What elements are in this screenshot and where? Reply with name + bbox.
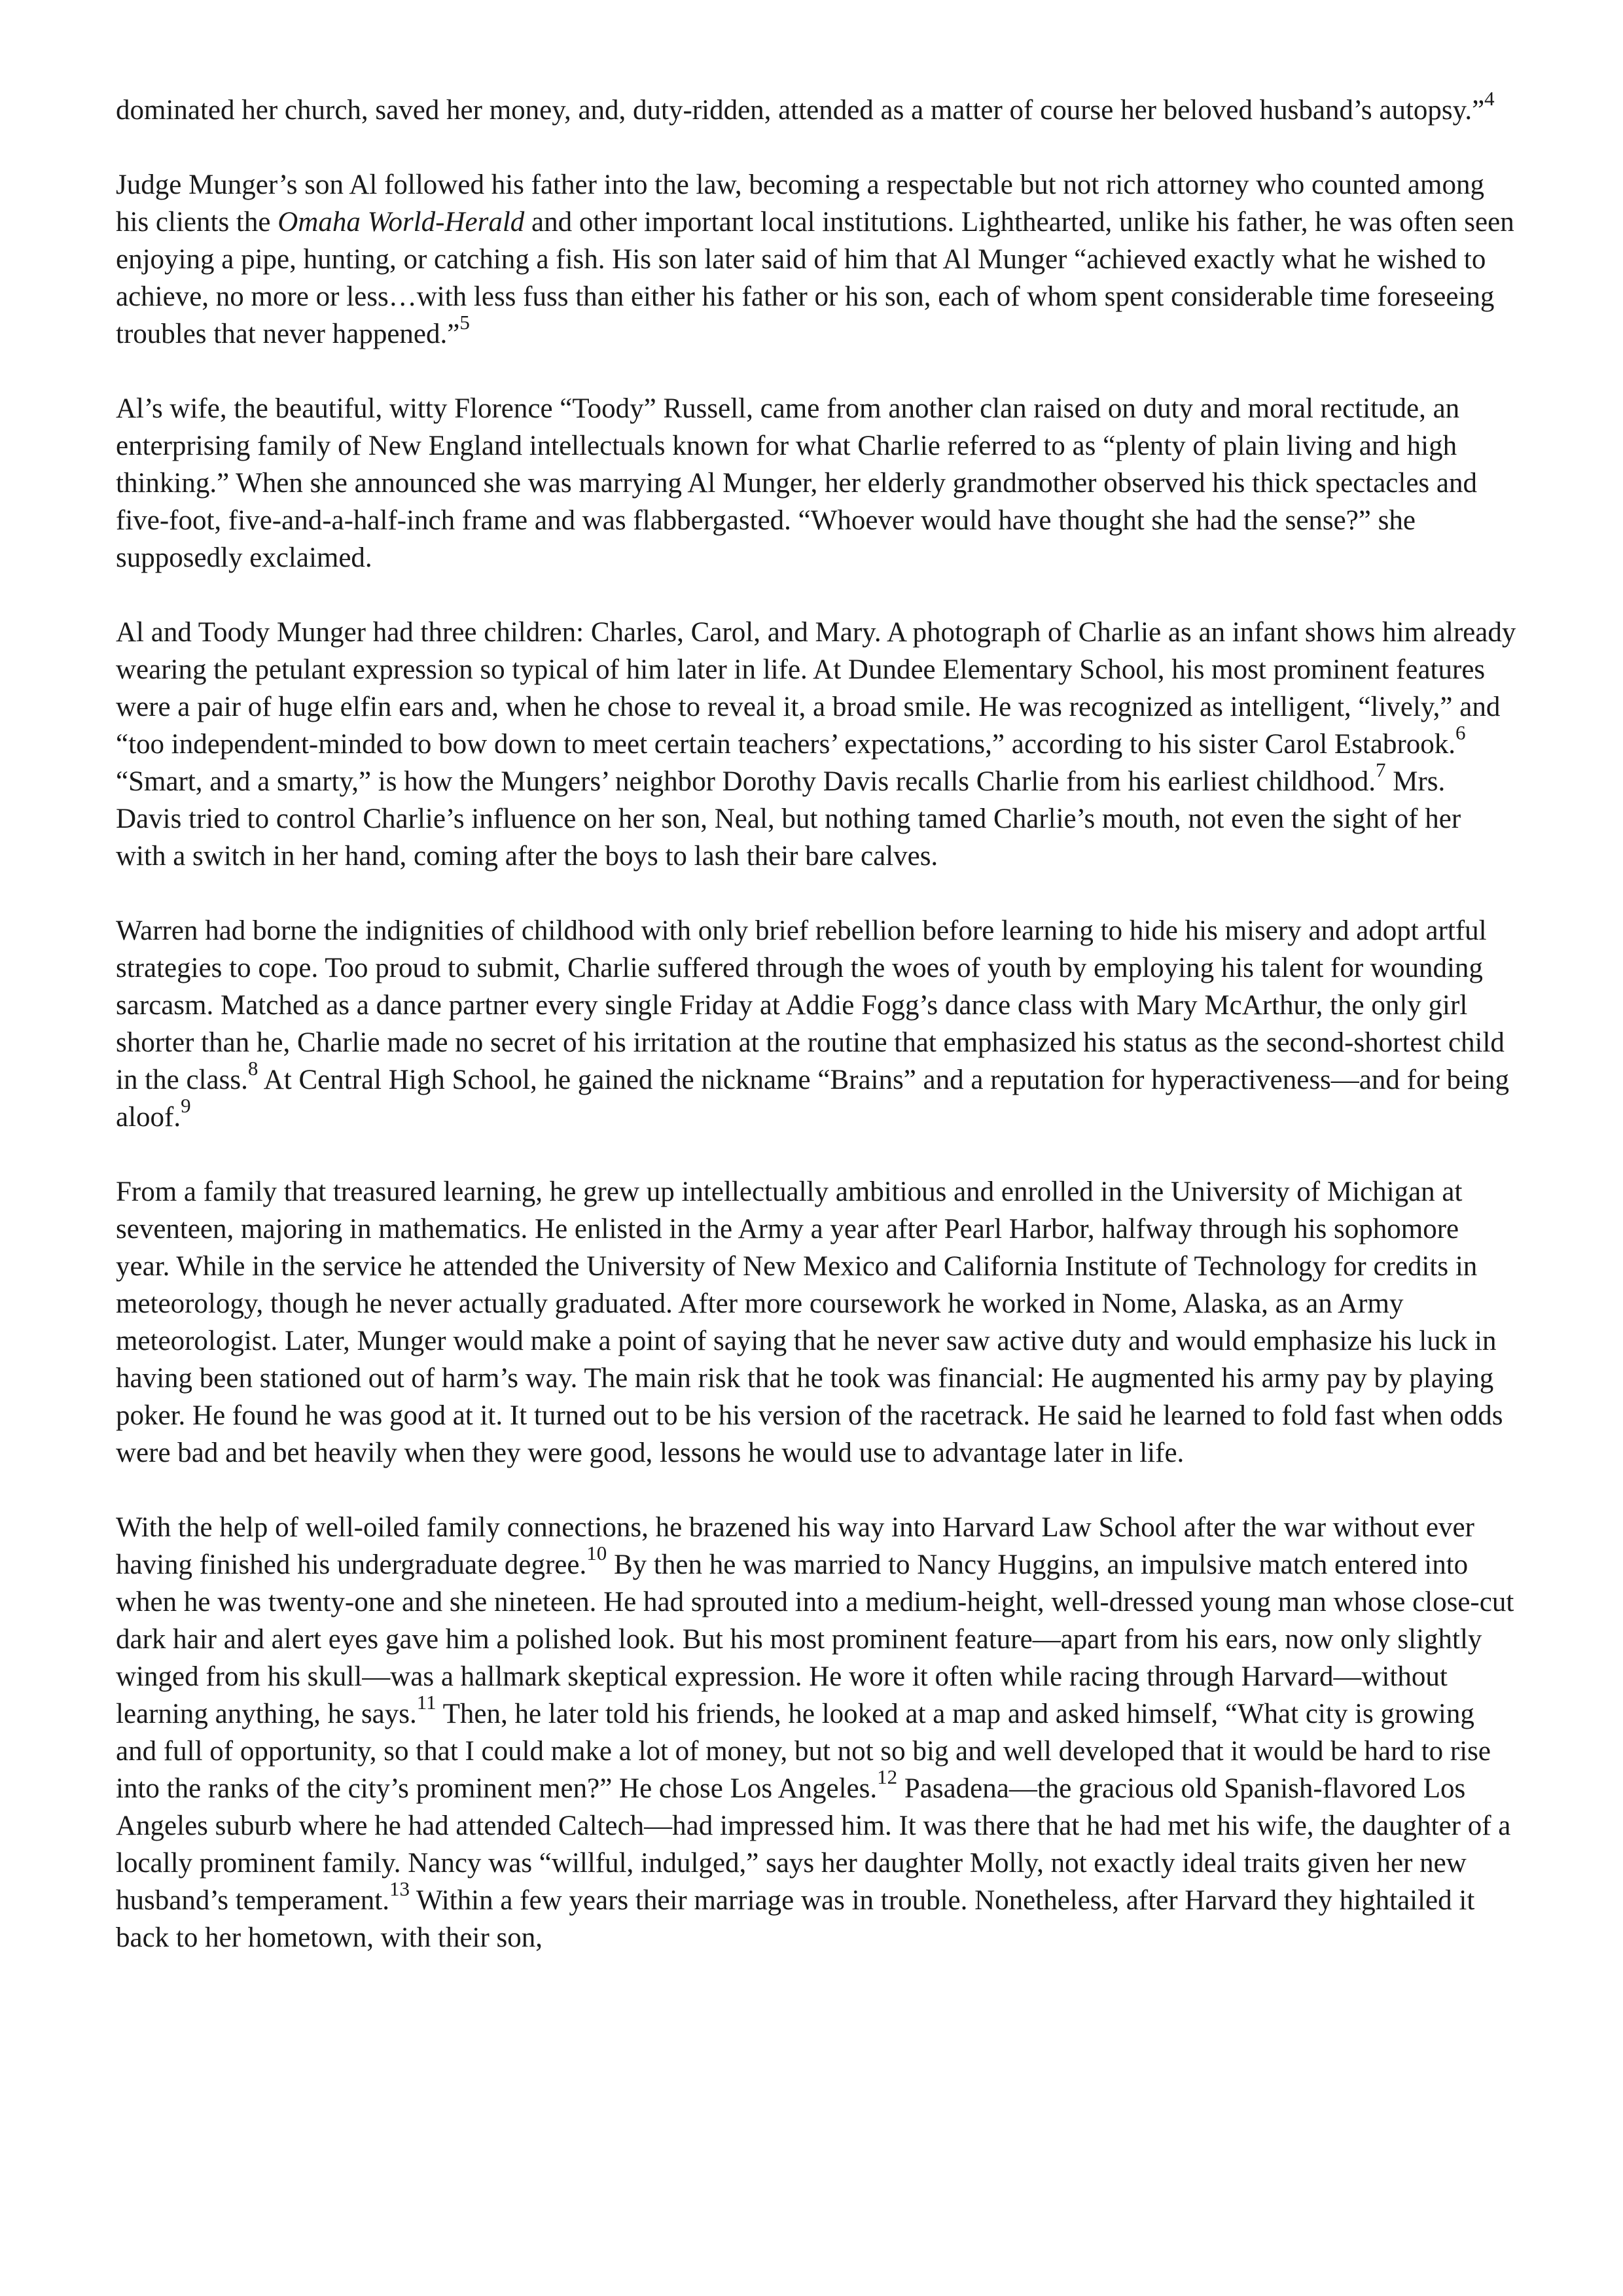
text-run: dominated her church, saved her money, and, duty-ridden, attended as a matter of course her beloved husband’s autopsy.” — [116, 95, 1485, 126]
footnote-marker: 5 — [459, 310, 470, 334]
footnote-marker: 13 — [389, 1877, 410, 1900]
body-paragraph — [116, 86, 1516, 129]
footnote-marker: 8 — [247, 1056, 259, 1080]
footnote-marker: 10 — [586, 1541, 607, 1564]
footnote-marker: 7 — [1375, 758, 1386, 781]
text-run: “Smart, and a smarty,” is how the Mungers’ neighbor Dorothy Davis recalls Charlie from his earliest childhood. — [116, 766, 1376, 797]
body-paragraph — [116, 390, 1516, 576]
text-run: With the help of well-oiled family connections, he brazened his way into Harvard Law School after the war without ever having finished his undergraduate degree. — [116, 1512, 1474, 1580]
body-paragraph — [116, 166, 1516, 353]
document-page — [116, 86, 1516, 1956]
text-run: By then he was married to Nancy Huggins, an impulsive match entered into when he was twenty-one and she nineteen. He had sprouted into a medium-height, well-dressed young man whose close-cut dark hair and alert eyes gave him a polished look. But his most prominent feature—apart from his ears, now only slightly winged from his skull—was a hallmark skeptical expression. He wore it often while racing through Harvard—without learning anything, he says. — [116, 1549, 1514, 1729]
body-paragraph — [116, 614, 1516, 875]
text-run: At Central High School, he gained the nickname “Brains” and a reputation for hyperactiveness—and for being aloof. — [116, 1065, 1510, 1133]
text-run: Pasadena—the gracious old Spanish-flavored Los Angeles suburb where he had attended Caltech—had impressed him. It was there that he had met his wife, the daughter of a locally prominent family. Nancy was “willful, indulged,” says her daughter Molly, not exactly ideal traits given her new husband’s temperament. — [116, 1773, 1511, 1916]
text-run: Al’s wife, the beautiful, witty Florence “Toody” Russell, came from another clan raised on duty and moral rectitude, an enterprising family of New England intellectuals known for what Charlie referred to as “plenty of plain living and high thinking.” When she announced she was marrying Al Munger, her elderly grandmother observed his thick spectacles and five-foot, five-and-a-half-inch frame and was flabbergasted. “Whoever would have thought she had the sense?” she supposedly exclaimed. — [116, 393, 1477, 573]
footnote-marker: 9 — [181, 1093, 191, 1117]
body-paragraph — [116, 1509, 1516, 1956]
text-run: Mrs. Davis tried to control Charlie’s influence on her son, Neal, but nothing tamed Charlie’s mouth, not even the sight of her with a switch in her hand, coming after the boys to lash their bare calves. — [116, 766, 1461, 872]
text-run: Al and Toody Munger had three children: Charles, Carol, and Mary. A photograph of Charlie as an infant shows him already wearing the petulant expression so typical of him later in life. At Dundee Elementary School, his most prominent features were a pair of huge elfin ears and, when he chose to reveal it, a broad smile. He was recognized as intelligent, “lively,” and “too independent-minded to bow down to meet certain teachers’ expectations,” according to his sister Carol Estabrook. — [116, 617, 1516, 760]
text-run: Warren had borne the indignities of childhood with only brief rebellion before learning to hide his misery and adopt artful strategies to cope. Too proud to submit, Charlie suffered through the woes of youth by employing his talent for wounding sarcasm. Matched as a dance partner every single Friday at Addie Fogg’s dance class with Mary McArthur, the only girl shorter than he, Charlie made no secret of his irritation at the routine that emphasized his status as the second-shortest child in the class. — [116, 915, 1505, 1095]
italic-title: Omaha World-Herald — [277, 207, 525, 238]
body-paragraph — [116, 912, 1516, 1136]
body-paragraph — [116, 1173, 1516, 1472]
footnote-marker: 12 — [877, 1765, 898, 1788]
text-run: and other important local institutions. Lighthearted, unlike his father, he was often seen enjoying a pipe, hunting, or catching a fish. His son later said of him that Al Munger “achieved exactly what he wished to achieve, no more or less…with less fuss than either his father or his son, each of whom spent considerable time foreseeing troubles that never happened.” — [116, 207, 1514, 349]
text-run: Within a few years their marriage was in trouble. Nonetheless, after Harvard they hightailed it back to her hometown, with their son, — [116, 1885, 1475, 1953]
footnote-marker: 4 — [1484, 86, 1495, 110]
text-run: Then, he later told his friends, he looked at a map and asked himself, “What city is growing and full of opportunity, so that I could make a lot of money, but not so big and well developed that it would be hard to rise into the ranks of the city’s prominent men?” He chose Los Angeles. — [116, 1699, 1491, 1804]
footnote-marker: 6 — [1455, 720, 1466, 744]
footnote-marker: 11 — [416, 1690, 437, 1714]
text-run: Judge Munger’s son Al followed his father into the law, becoming a respectable but not rich attorney who counted among his clients the — [116, 169, 1484, 238]
text-run: From a family that treasured learning, he grew up intellectually ambitious and enrolled in the University of Michigan at seventeen, majoring in mathematics. He enlisted in the Army a year after Pearl Harbor, halfway through his sophomore year. While in the service he attended the University of New Mexico and California Institute of Technology for credits in meteorology, though he never actually graduated. After more coursework he worked in Nome, Alaska, as an Army meteorologist. Later, Munger would make a point of saying that he never saw active duty and would emphasize his luck in having been stationed out of harm’s way. The main risk that he took was financial: He augmented his army pay by playing poker. He found he was good at it. It turned out to be his version of the racetrack. He said he learned to fold fast when odds were bad and bet heavily when they were good, lessons he would use to advantage later in life. — [116, 1176, 1503, 1468]
